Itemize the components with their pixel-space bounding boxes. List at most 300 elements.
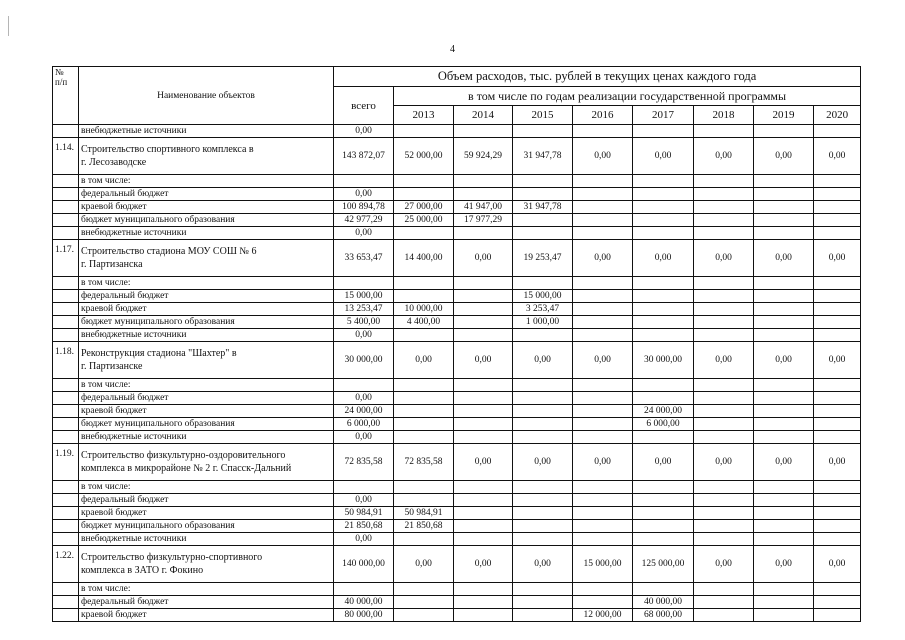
year-value-2015: 0,00	[513, 546, 573, 583]
year-value-2018	[694, 125, 754, 138]
year-value-2019	[754, 418, 814, 431]
row-number	[53, 583, 79, 596]
year-value-2017	[633, 227, 694, 240]
scan-artifact-mark	[8, 16, 9, 36]
year-value-2020	[814, 533, 861, 546]
year-value-2017	[633, 214, 694, 227]
object-name: внебюджетные источники	[79, 431, 334, 444]
object-name: в том числе:	[79, 379, 334, 392]
year-value-2016	[573, 533, 633, 546]
year-value-2013	[394, 405, 454, 418]
table-header	[53, 67, 861, 125]
page-number: 4	[450, 44, 455, 55]
row-number	[53, 175, 79, 188]
row-number	[53, 290, 79, 303]
year-value-2019	[754, 277, 814, 290]
year-value-2020	[814, 329, 861, 342]
year-value-2016: 12 000,00	[573, 609, 633, 622]
year-value-2014	[454, 290, 513, 303]
year-value-2013	[394, 290, 454, 303]
year-value-2013	[394, 125, 454, 138]
table-row	[53, 201, 861, 214]
object-name: внебюджетные источники	[79, 227, 334, 240]
table-row	[53, 290, 861, 303]
object-name: Строительство спортивного комплекса в г. Лесозаводске	[79, 138, 334, 175]
row-number	[53, 125, 79, 138]
year-value-2020	[814, 583, 861, 596]
year-value-2018	[694, 481, 754, 494]
object-name: федеральный бюджет	[79, 596, 334, 609]
year-value-2018	[694, 188, 754, 201]
object-name: краевой бюджет	[79, 201, 334, 214]
object-name: бюджет муниципального образования	[79, 418, 334, 431]
row-number	[53, 507, 79, 520]
year-value-2015	[513, 520, 573, 533]
year-value-2019	[754, 507, 814, 520]
year-value-2014	[454, 227, 513, 240]
year-value-2020	[814, 277, 861, 290]
year-value-2018	[694, 316, 754, 329]
year-value-2014	[454, 533, 513, 546]
year-value-2017	[633, 329, 694, 342]
year-value-2020	[814, 227, 861, 240]
year-value-2013	[394, 175, 454, 188]
column-header-total: всего	[334, 87, 394, 125]
year-value-2016	[573, 583, 633, 596]
total-value: 0,00	[334, 329, 394, 342]
year-value-2016	[573, 201, 633, 214]
total-value	[334, 175, 394, 188]
year-value-2014: 59 924,29	[454, 138, 513, 175]
year-value-2020	[814, 405, 861, 418]
year-value-2013: 50 984,91	[394, 507, 454, 520]
year-value-2016	[573, 303, 633, 316]
year-value-2019	[754, 520, 814, 533]
year-value-2019	[754, 405, 814, 418]
table-row	[53, 227, 861, 240]
year-value-2016: 0,00	[573, 240, 633, 277]
object-name: внебюджетные источники	[79, 125, 334, 138]
year-value-2018	[694, 507, 754, 520]
year-value-2018	[694, 405, 754, 418]
year-value-2019	[754, 175, 814, 188]
year-value-2015	[513, 481, 573, 494]
year-value-2013	[394, 494, 454, 507]
year-value-2015	[513, 596, 573, 609]
year-value-2018: 0,00	[694, 546, 754, 583]
year-value-2019	[754, 609, 814, 622]
year-value-2019	[754, 227, 814, 240]
object-name: федеральный бюджет	[79, 188, 334, 201]
year-value-2016: 0,00	[573, 342, 633, 379]
total-value: 21 850,68	[334, 520, 394, 533]
row-number	[53, 520, 79, 533]
year-value-2015: 3 253,47	[513, 303, 573, 316]
year-value-2018	[694, 533, 754, 546]
object-name: краевой бюджет	[79, 405, 334, 418]
table-row	[53, 533, 861, 546]
year-value-2019	[754, 303, 814, 316]
year-value-2018: 0,00	[694, 240, 754, 277]
year-value-2018	[694, 175, 754, 188]
year-value-2018	[694, 329, 754, 342]
year-value-2018	[694, 583, 754, 596]
year-value-2019: 0,00	[754, 240, 814, 277]
total-value: 0,00	[334, 533, 394, 546]
row-number	[53, 596, 79, 609]
year-value-2015	[513, 418, 573, 431]
total-value: 6 000,00	[334, 418, 394, 431]
row-number: 1.22.	[53, 546, 79, 583]
year-value-2013	[394, 418, 454, 431]
year-value-2014	[454, 431, 513, 444]
year-value-2016	[573, 405, 633, 418]
year-value-2019	[754, 214, 814, 227]
year-value-2019	[754, 583, 814, 596]
year-value-2015	[513, 583, 573, 596]
year-value-2017: 24 000,00	[633, 405, 694, 418]
object-name: краевой бюджет	[79, 303, 334, 316]
year-value-2015: 0,00	[513, 342, 573, 379]
year-value-2017: 6 000,00	[633, 418, 694, 431]
year-value-2014	[454, 379, 513, 392]
total-value: 100 894,78	[334, 201, 394, 214]
year-value-2017: 0,00	[633, 240, 694, 277]
column-header-by-years: в том числе по годам реализации государственной программы	[394, 87, 861, 106]
table-row	[53, 392, 861, 405]
object-name: в том числе:	[79, 277, 334, 290]
total-value: 143 872,07	[334, 138, 394, 175]
year-value-2016	[573, 316, 633, 329]
year-value-2018	[694, 609, 754, 622]
table-row	[53, 431, 861, 444]
table-row	[53, 583, 861, 596]
object-name: федеральный бюджет	[79, 392, 334, 405]
year-value-2019	[754, 596, 814, 609]
year-value-2020	[814, 609, 861, 622]
year-value-2017: 68 000,00	[633, 609, 694, 622]
year-value-2015: 0,00	[513, 444, 573, 481]
year-value-2015	[513, 392, 573, 405]
year-value-2020	[814, 481, 861, 494]
year-value-2016: 15 000,00	[573, 546, 633, 583]
year-value-2013: 52 000,00	[394, 138, 454, 175]
year-value-2016	[573, 520, 633, 533]
year-value-2017: 0,00	[633, 444, 694, 481]
year-value-2019	[754, 533, 814, 546]
table-row	[53, 596, 861, 609]
year-value-2013	[394, 596, 454, 609]
column-header-year-2020: 2020	[814, 106, 861, 125]
table-row	[53, 277, 861, 290]
year-value-2017	[633, 583, 694, 596]
column-header-year-2014: 2014	[454, 106, 513, 125]
year-value-2013	[394, 277, 454, 290]
year-value-2013: 27 000,00	[394, 201, 454, 214]
year-value-2013	[394, 431, 454, 444]
total-value: 42 977,29	[334, 214, 394, 227]
year-value-2017	[633, 303, 694, 316]
row-number	[53, 303, 79, 316]
object-name: краевой бюджет	[79, 507, 334, 520]
year-value-2013: 0,00	[394, 546, 454, 583]
year-value-2013	[394, 392, 454, 405]
year-value-2016: 0,00	[573, 138, 633, 175]
year-value-2017	[633, 379, 694, 392]
object-name: бюджет муниципального образования	[79, 520, 334, 533]
total-value: 15 000,00	[334, 290, 394, 303]
row-number	[53, 533, 79, 546]
year-value-2017	[633, 201, 694, 214]
year-value-2018	[694, 431, 754, 444]
year-value-2015	[513, 533, 573, 546]
column-header-volume: Объем расходов, тыс. рублей в текущих ценах каждого года	[334, 67, 861, 87]
year-value-2018	[694, 418, 754, 431]
year-value-2014	[454, 392, 513, 405]
year-value-2018	[694, 290, 754, 303]
object-name: в том числе:	[79, 583, 334, 596]
year-value-2019: 0,00	[754, 444, 814, 481]
table-row	[53, 175, 861, 188]
year-value-2015: 31 947,78	[513, 138, 573, 175]
row-number	[53, 481, 79, 494]
year-value-2020	[814, 431, 861, 444]
year-value-2015	[513, 227, 573, 240]
year-value-2020	[814, 290, 861, 303]
year-value-2013	[394, 583, 454, 596]
year-value-2014	[454, 175, 513, 188]
total-value: 0,00	[334, 125, 394, 138]
total-value: 40 000,00	[334, 596, 394, 609]
total-value: 0,00	[334, 227, 394, 240]
year-value-2017	[633, 290, 694, 303]
year-value-2015	[513, 125, 573, 138]
object-name: бюджет муниципального образования	[79, 316, 334, 329]
object-name: Строительство физкультурно-оздоровительного комплекса в микрорайоне № 2 г. Спасск-Дальний	[79, 444, 334, 481]
year-value-2013: 0,00	[394, 342, 454, 379]
object-name: Строительство стадиона МОУ СОШ № 6 г. Партизанска	[79, 240, 334, 277]
year-value-2019	[754, 481, 814, 494]
year-value-2018: 0,00	[694, 444, 754, 481]
year-value-2016	[573, 329, 633, 342]
year-value-2013	[394, 227, 454, 240]
object-row	[53, 546, 861, 583]
year-value-2020	[814, 188, 861, 201]
year-value-2016	[573, 431, 633, 444]
column-header-year-2019: 2019	[754, 106, 814, 125]
object-row	[53, 240, 861, 277]
row-number: 1.18.	[53, 342, 79, 379]
year-value-2017	[633, 533, 694, 546]
year-value-2020: 0,00	[814, 240, 861, 277]
year-value-2015: 19 253,47	[513, 240, 573, 277]
year-value-2016: 0,00	[573, 444, 633, 481]
year-value-2017	[633, 494, 694, 507]
year-value-2014	[454, 494, 513, 507]
table-row	[53, 520, 861, 533]
year-value-2016	[573, 290, 633, 303]
year-value-2014: 0,00	[454, 444, 513, 481]
row-number: 1.19.	[53, 444, 79, 481]
table-row	[53, 125, 861, 138]
year-value-2020: 0,00	[814, 444, 861, 481]
total-value: 0,00	[334, 431, 394, 444]
table-row	[53, 609, 861, 622]
year-value-2017	[633, 175, 694, 188]
year-value-2017: 125 000,00	[633, 546, 694, 583]
object-name: федеральный бюджет	[79, 290, 334, 303]
year-value-2020	[814, 507, 861, 520]
year-value-2015	[513, 431, 573, 444]
year-value-2019: 0,00	[754, 342, 814, 379]
year-value-2014: 17 977,29	[454, 214, 513, 227]
object-name: федеральный бюджет	[79, 494, 334, 507]
year-value-2017	[633, 507, 694, 520]
object-name: Строительство физкультурно-спортивного комплекса в ЗАТО г. Фокино	[79, 546, 334, 583]
column-header-year-2013: 2013	[394, 106, 454, 125]
year-value-2018	[694, 379, 754, 392]
year-value-2020	[814, 125, 861, 138]
year-value-2020	[814, 303, 861, 316]
row-number	[53, 316, 79, 329]
year-value-2013	[394, 379, 454, 392]
year-value-2013: 14 400,00	[394, 240, 454, 277]
column-header-year-2018: 2018	[694, 106, 754, 125]
total-value: 33 653,47	[334, 240, 394, 277]
year-value-2014	[454, 303, 513, 316]
year-value-2020	[814, 392, 861, 405]
year-value-2018	[694, 494, 754, 507]
object-name: краевой бюджет	[79, 609, 334, 622]
year-value-2016	[573, 596, 633, 609]
total-value: 24 000,00	[334, 405, 394, 418]
year-value-2019	[754, 392, 814, 405]
total-value	[334, 481, 394, 494]
object-name: внебюджетные источники	[79, 533, 334, 546]
year-value-2016	[573, 494, 633, 507]
year-value-2018	[694, 392, 754, 405]
year-value-2014: 0,00	[454, 240, 513, 277]
year-value-2014: 41 947,00	[454, 201, 513, 214]
table-row	[53, 418, 861, 431]
total-value: 72 835,58	[334, 444, 394, 481]
table-row	[53, 188, 861, 201]
year-value-2015	[513, 379, 573, 392]
total-value: 5 400,00	[334, 316, 394, 329]
table-row	[53, 494, 861, 507]
year-value-2013: 25 000,00	[394, 214, 454, 227]
year-value-2020: 0,00	[814, 546, 861, 583]
year-value-2018: 0,00	[694, 138, 754, 175]
year-value-2014	[454, 583, 513, 596]
year-value-2013	[394, 609, 454, 622]
year-value-2014	[454, 418, 513, 431]
year-value-2015: 15 000,00	[513, 290, 573, 303]
table-row	[53, 316, 861, 329]
year-value-2014	[454, 329, 513, 342]
year-value-2018	[694, 520, 754, 533]
year-value-2018	[694, 303, 754, 316]
year-value-2013	[394, 188, 454, 201]
year-value-2017	[633, 520, 694, 533]
year-value-2014	[454, 188, 513, 201]
row-number: 1.17.	[53, 240, 79, 277]
year-value-2015	[513, 494, 573, 507]
table-row	[53, 507, 861, 520]
year-value-2019	[754, 316, 814, 329]
year-value-2020: 0,00	[814, 342, 861, 379]
year-value-2017	[633, 431, 694, 444]
total-value: 0,00	[334, 494, 394, 507]
year-value-2018	[694, 227, 754, 240]
year-value-2020	[814, 201, 861, 214]
object-row	[53, 444, 861, 481]
year-value-2017: 30 000,00	[633, 342, 694, 379]
year-value-2019	[754, 188, 814, 201]
object-name: Реконструкция стадиона "Шахтер" в г. Партизанске	[79, 342, 334, 379]
total-value: 0,00	[334, 392, 394, 405]
year-value-2018	[694, 214, 754, 227]
year-value-2017	[633, 392, 694, 405]
year-value-2015: 31 947,78	[513, 201, 573, 214]
year-value-2013	[394, 329, 454, 342]
year-value-2019	[754, 494, 814, 507]
year-value-2019	[754, 379, 814, 392]
year-value-2014	[454, 609, 513, 622]
year-value-2013: 72 835,58	[394, 444, 454, 481]
total-value: 30 000,00	[334, 342, 394, 379]
year-value-2019	[754, 431, 814, 444]
year-value-2020: 0,00	[814, 138, 861, 175]
column-header-year-2015: 2015	[513, 106, 573, 125]
column-header-number: № п/п	[53, 67, 79, 125]
year-value-2015	[513, 329, 573, 342]
row-number	[53, 214, 79, 227]
year-value-2014: 0,00	[454, 342, 513, 379]
row-number	[53, 494, 79, 507]
year-value-2019: 0,00	[754, 138, 814, 175]
object-name: бюджет муниципального образования	[79, 214, 334, 227]
column-header-object-name: Наименование объектов	[79, 67, 334, 125]
table-row	[53, 303, 861, 316]
total-value	[334, 277, 394, 290]
year-value-2017	[633, 188, 694, 201]
row-number	[53, 392, 79, 405]
year-value-2014	[454, 596, 513, 609]
year-value-2013	[394, 533, 454, 546]
year-value-2020	[814, 520, 861, 533]
year-value-2016	[573, 418, 633, 431]
year-value-2015	[513, 609, 573, 622]
year-value-2014	[454, 316, 513, 329]
year-value-2015	[513, 214, 573, 227]
year-value-2016	[573, 379, 633, 392]
year-value-2019	[754, 329, 814, 342]
object-row	[53, 138, 861, 175]
year-value-2016	[573, 125, 633, 138]
year-value-2020	[814, 596, 861, 609]
total-value	[334, 583, 394, 596]
year-value-2017	[633, 316, 694, 329]
year-value-2020	[814, 418, 861, 431]
year-value-2014	[454, 507, 513, 520]
table-row	[53, 481, 861, 494]
object-row	[53, 342, 861, 379]
year-value-2020	[814, 175, 861, 188]
year-value-2019	[754, 125, 814, 138]
year-value-2016	[573, 507, 633, 520]
row-number	[53, 227, 79, 240]
